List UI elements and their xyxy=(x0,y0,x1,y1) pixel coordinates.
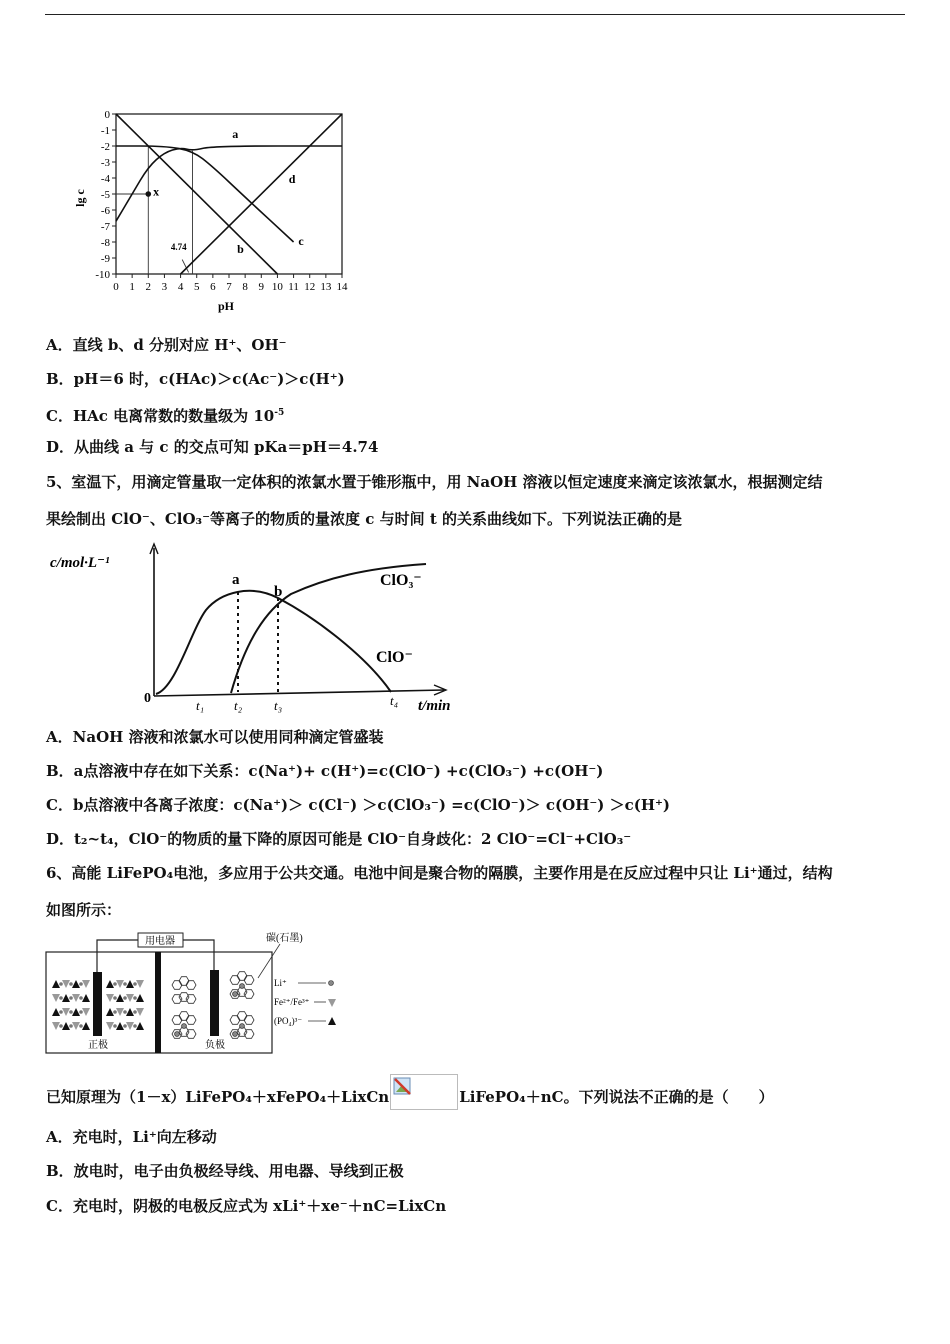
x-tick-label: 8 xyxy=(242,281,248,293)
phosphate-marker xyxy=(106,1008,114,1016)
iron-marker xyxy=(116,980,124,988)
iron-marker xyxy=(82,1008,90,1016)
phosphate-marker xyxy=(126,1008,134,1016)
series-b-label: b xyxy=(237,242,244,257)
q4-option-c-text: C．HAc 电离常数的数量级为 10 xyxy=(46,407,275,425)
y-tick-label: -7 xyxy=(100,221,110,233)
pka-annotation: 4.74 xyxy=(170,242,187,252)
q6-stem-line1: 6、高能 LiFePO₄电池，多应用于公共交通。电池中间是聚合物的隔膜，主要作用是在反应过程中只让 Li⁺通过，结构 xyxy=(46,864,833,882)
legend-fe: Fe²⁺/Fe³⁺ xyxy=(274,997,310,1007)
phosphate-marker xyxy=(52,1008,60,1016)
lgc-ph-chart xyxy=(70,100,360,320)
x-tick-label: 5 xyxy=(193,281,200,293)
t-axis-label: t/min xyxy=(418,698,451,714)
q4-option-d: D．从曲线 a 与 c 的交点可知 pKa＝pH＝4.74 xyxy=(46,438,379,456)
legend-po4: (PO₄)³⁻ xyxy=(274,1016,303,1026)
tick-t3: t₃ xyxy=(274,698,283,713)
iron-marker xyxy=(106,994,114,1002)
iron-marker xyxy=(72,1022,80,1030)
phosphate-marker xyxy=(62,994,70,1002)
iron-marker xyxy=(62,1008,70,1016)
iron-marker xyxy=(126,1022,134,1030)
x-tick-label: 7 xyxy=(226,281,232,293)
x-tick-label: 0 xyxy=(113,281,119,293)
graphite-ring xyxy=(230,976,240,985)
lithium-ion-marker xyxy=(240,984,245,989)
series-a-label: a xyxy=(232,127,239,141)
iron-marker xyxy=(116,1008,124,1016)
negative-electrode-label: 负极 xyxy=(205,1040,225,1051)
graphite-ring xyxy=(172,1016,182,1025)
header-rule xyxy=(45,14,905,15)
q4-option-c-exponent: -5 xyxy=(274,408,285,418)
q4-option-a: A．直线 b、d 分别对应 H⁺、OH⁻ xyxy=(46,336,287,354)
lithium-ion-marker xyxy=(123,1010,127,1014)
phosphate-marker xyxy=(106,980,114,988)
y-tick-label: -6 xyxy=(100,205,110,217)
phosphate-marker xyxy=(72,980,80,988)
y-tick-label: -3 xyxy=(100,157,110,169)
marked-point-label: x xyxy=(153,184,160,199)
q6-equation xyxy=(46,1080,774,1116)
lithium-ion-marker xyxy=(133,1024,137,1028)
lithium-ion-marker xyxy=(123,1024,127,1028)
x-axis-label: pH xyxy=(217,299,235,313)
q6-option-a: A．充电时，Li⁺向左移动 xyxy=(46,1128,217,1146)
x-tick-label: 2 xyxy=(145,281,152,293)
clo3-curve-label: ClO₃⁻ xyxy=(380,572,422,589)
lithium-ion-marker xyxy=(113,982,117,986)
x-tick-label: 12 xyxy=(304,281,316,293)
tick-t4: t₄ xyxy=(390,693,399,708)
lithium-ion-marker xyxy=(133,982,137,986)
graphite-ring xyxy=(179,977,189,986)
y-tick-label: -9 xyxy=(100,253,110,265)
lithium-ion-marker xyxy=(133,996,137,1000)
x-tick-label: 9 xyxy=(258,281,265,293)
battery-diagram xyxy=(44,930,364,1058)
lithium-ion-marker xyxy=(123,982,127,986)
y-tick-label: 0 xyxy=(104,109,110,121)
phosphate-marker xyxy=(82,994,90,1002)
iron-marker xyxy=(62,980,70,988)
y-tick-label: -10 xyxy=(95,269,110,281)
tick-t1: t₁ xyxy=(196,698,205,713)
lithium-ion-marker xyxy=(59,1010,63,1014)
series-d-line xyxy=(181,114,342,274)
q4-option-c xyxy=(46,403,284,426)
lithium-ion-marker xyxy=(113,996,117,1000)
graphite-label: 碳(石墨) xyxy=(266,933,303,944)
phosphate-marker xyxy=(116,1022,124,1030)
iron-marker xyxy=(136,980,144,988)
x-tick-label: 11 xyxy=(288,281,299,293)
q5-option-c: C．b点溶液中各离子浓度：c(Na⁺)＞ c(Cl⁻) ＞c(ClO₃⁻) =c(ClO⁻)＞ c(OH⁻) ＞c(H⁺) xyxy=(46,796,671,814)
graphite-ring xyxy=(186,1016,196,1025)
iron-marker xyxy=(106,1022,114,1030)
y-axis-label: lg c xyxy=(73,189,87,207)
graphite-ring xyxy=(172,981,182,990)
q6-option-c: C．充电时，阴极的电极反应式为 xLi⁺＋xe⁻＋nC=LixCn xyxy=(46,1197,447,1215)
phosphate-marker xyxy=(136,1022,144,1030)
iron-marker xyxy=(72,994,80,1002)
lithium-ion-marker xyxy=(79,996,83,1000)
x-tick-label: 4 xyxy=(177,281,184,293)
lithium-ion-marker xyxy=(233,992,238,997)
lithium-ion-marker xyxy=(233,1032,238,1037)
q6-equation-left: 已知原理为（1－x）LiFePO₄＋xFePO₄＋LixCn xyxy=(46,1088,390,1106)
phosphate-marker xyxy=(52,980,60,988)
series-c-label: c xyxy=(298,234,304,249)
x-tick-label: 1 xyxy=(129,281,135,293)
lithium-ion-marker xyxy=(79,1010,83,1014)
x-tick-label: 10 xyxy=(271,281,283,293)
iron-marker xyxy=(52,994,60,1002)
legend-li: Li⁺ xyxy=(274,978,287,988)
lithium-ion-marker xyxy=(113,1024,117,1028)
clo-curve-label: ClO⁻ xyxy=(376,649,413,666)
q6-stem-line2: 如图所示： xyxy=(46,901,122,919)
point-a-label: a xyxy=(232,572,240,588)
graphite-ring xyxy=(179,1012,189,1021)
lithium-ion-marker xyxy=(182,1024,187,1029)
phosphate-marker xyxy=(126,980,134,988)
positive-electrode-label: 正极 xyxy=(88,1040,108,1051)
q4-option-b: B．pH＝6 时，c(HAc)＞c(Ac⁻)＞c(H⁺) xyxy=(46,370,345,388)
missing-image-placeholder xyxy=(390,1074,458,1110)
q6-option-b: B．放电时，电子由负极经导线、用电器、导线到正极 xyxy=(46,1162,404,1180)
tick-t2: t₂ xyxy=(234,698,243,713)
marked-point-x xyxy=(145,191,151,197)
phosphate-marker xyxy=(136,994,144,1002)
q5-option-a: A．NaOH 溶液和浓氯水可以使用同种滴定管盛装 xyxy=(46,728,384,746)
origin-label: 0 xyxy=(144,691,151,706)
x-tick-label: 3 xyxy=(161,281,168,293)
phosphate-marker xyxy=(62,1022,70,1030)
q5-option-b: B．a点溶液中存在如下关系：c(Na⁺)+ c(H⁺)=c(ClO⁻) +c(ClO₃⁻) +c(OH⁻) xyxy=(46,762,604,780)
lithium-ion-marker xyxy=(240,1024,245,1029)
point-b-label: b xyxy=(274,584,283,600)
series-a-line xyxy=(116,146,342,221)
lithium-ion-marker xyxy=(123,996,127,1000)
lithium-ion-marker xyxy=(79,1024,83,1028)
graphite-ring xyxy=(186,981,196,990)
graphite-ring xyxy=(230,1016,240,1025)
concentration-time-figure xyxy=(46,540,486,720)
graphite-ring xyxy=(237,972,247,981)
q5-stem-line2: 果绘制出 ClO⁻、ClO₃⁻等离子的物质的量浓度 c 与时间 t 的关系曲线如下。下列说法正确的是 xyxy=(46,510,682,528)
lithium-ion-marker xyxy=(69,1010,73,1014)
x-tick-label: 14 xyxy=(336,281,348,293)
iron-marker xyxy=(52,1022,60,1030)
graphite-ring xyxy=(237,1012,247,1021)
y-tick-label: -4 xyxy=(100,173,110,185)
y-tick-label: -5 xyxy=(100,189,110,201)
phosphate-marker xyxy=(116,994,124,1002)
q6-equation-right: LiFePO₄＋nC。下列说法不正确的是（ ） xyxy=(459,1088,774,1106)
series-d-label: d xyxy=(288,171,296,186)
phosphate-marker xyxy=(82,1022,90,1030)
lithium-ion-marker xyxy=(175,1032,180,1037)
lithium-ion-marker xyxy=(59,996,63,1000)
graphite-ring xyxy=(244,1016,254,1025)
lithium-ion-marker xyxy=(133,1010,137,1014)
lithium-ion-marker xyxy=(79,982,83,986)
device-label: 用电器 xyxy=(145,936,175,947)
x-tick-label: 6 xyxy=(210,281,216,293)
graphite-ring xyxy=(244,976,254,985)
lithium-ion-marker xyxy=(113,1010,117,1014)
c-axis-label: c/mol·L⁻¹ xyxy=(50,555,110,571)
iron-marker xyxy=(82,980,90,988)
iron-marker xyxy=(126,994,134,1002)
iron-marker xyxy=(136,1008,144,1016)
q5-stem-line1: 5、室温下，用滴定管量取一定体积的浓氯水置于锥形瓶中，用 NaOH 溶液以恒定速度来滴定该浓氯水，根据测定结 xyxy=(46,473,823,491)
phosphate-marker xyxy=(72,1008,80,1016)
lithium-ion-marker xyxy=(69,982,73,986)
lithium-ion-marker xyxy=(59,1024,63,1028)
lithium-ion-marker xyxy=(69,996,73,1000)
y-tick-label: -2 xyxy=(100,141,110,153)
lithium-ion-marker xyxy=(69,1024,73,1028)
y-tick-label: -8 xyxy=(100,237,110,249)
y-tick-label: -1 xyxy=(100,125,110,137)
x-tick-label: 13 xyxy=(320,281,332,293)
lithium-ion-marker xyxy=(59,982,63,986)
q5-option-d: D．t₂~t₄，ClO⁻的物质的量下降的原因可能是 ClO⁻自身歧化：2 ClO⁻=Cl⁻+ClO₃⁻ xyxy=(46,830,632,848)
